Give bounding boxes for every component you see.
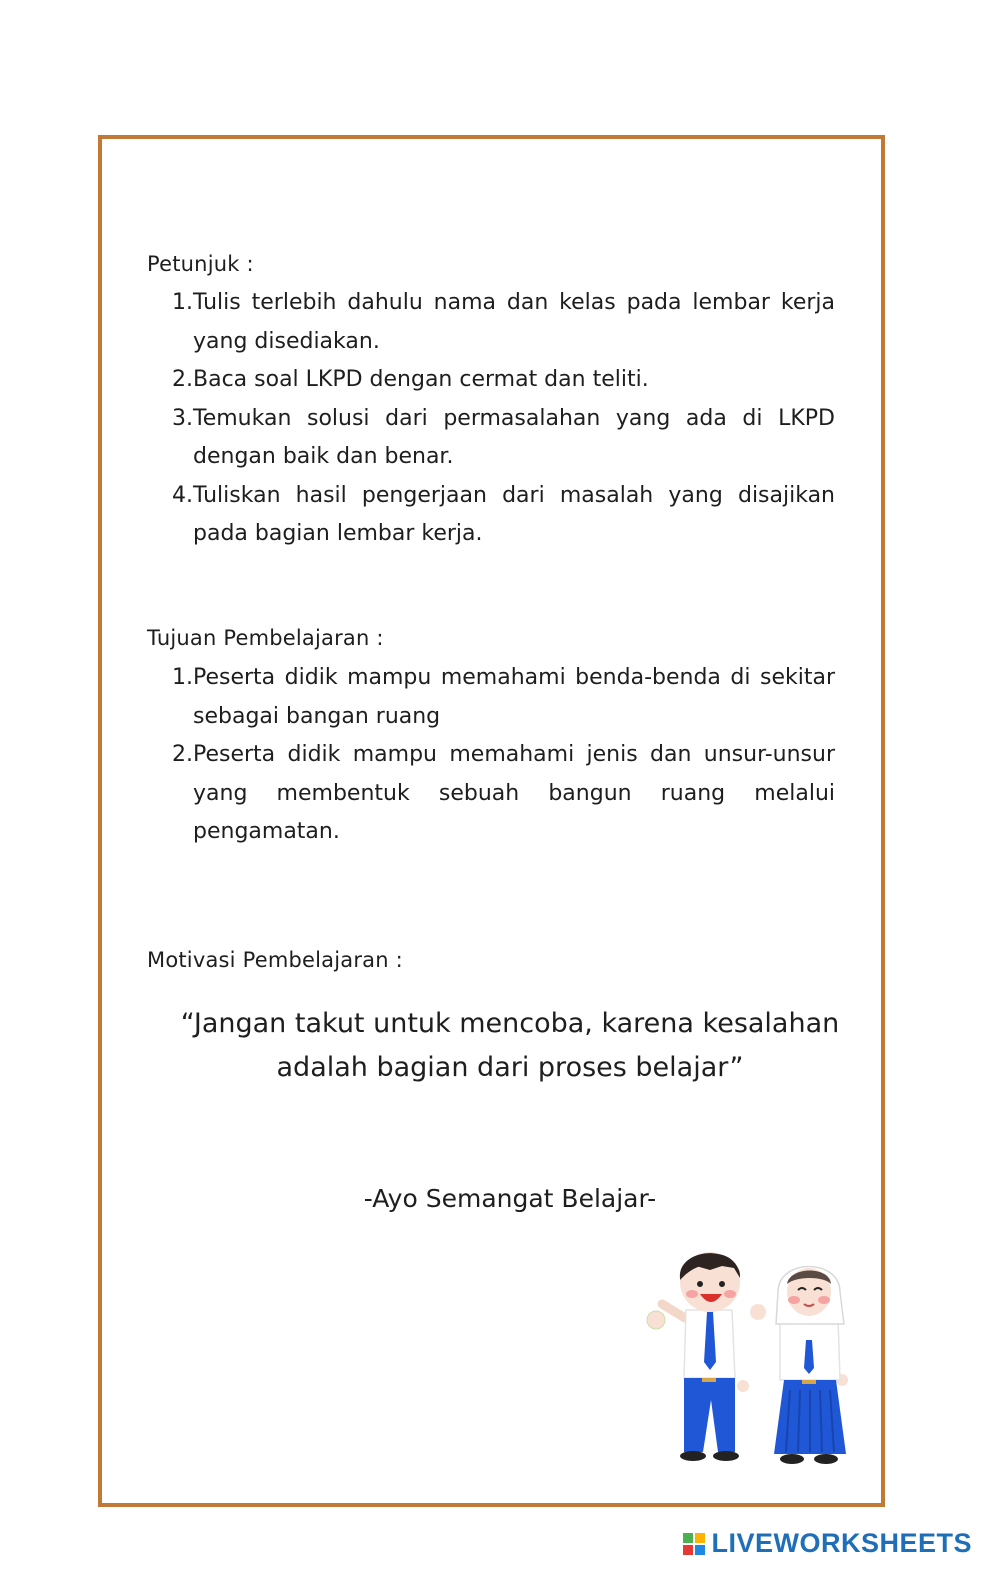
instruction-text: Baca soal LKPD dengan cermat dan teliti. — [193, 367, 649, 392]
objective-text-line: Peserta didik mampu memahami jenis dan unsur-unsur — [193, 742, 835, 767]
instruction-item-1 — [172, 284, 835, 361]
instruction-text: Tuliskan hasil pengerjaan dari masalah yang disajikan pada bagian lembar kerja. — [193, 482, 835, 546]
liveworksheets-logo-icon — [683, 1533, 705, 1555]
brand-text: LIVEWORKSHEETS — [711, 1528, 972, 1558]
list-number: 4. — [172, 482, 193, 508]
instruction-text: Temukan solusi dari permasalahan yang ada di LKPD dengan baik dan benar. — [193, 405, 835, 469]
list-number: 1. — [172, 665, 193, 690]
motivation-heading: Motivasi Pembelajaran : — [147, 948, 403, 972]
quote-line: adalah bagian dari proses belajar” — [276, 1052, 744, 1083]
instruction-text: Tulis terlebih dahulu nama dan kelas pada lembar kerja yang disediakan. — [193, 290, 835, 354]
list-number: 1. — [172, 290, 193, 315]
objective-item-2 — [172, 736, 835, 852]
students-icon — [640, 1240, 860, 1470]
objective-item-1 — [172, 659, 835, 736]
slogan: -Ayo Semangat Belajar- — [363, 1184, 657, 1213]
instructions-heading: Petunjuk : — [147, 252, 254, 276]
objective-text: Peserta didik mampu memahami benda-benda di sekitar sebagai bangan ruang — [193, 665, 835, 729]
boy-figure — [647, 1252, 749, 1461]
motivation-quote — [150, 1002, 870, 1090]
liveworksheets-brand — [683, 1528, 972, 1559]
instruction-item-2 — [172, 361, 835, 400]
list-number: 2. — [172, 742, 193, 767]
objectives-list — [172, 659, 835, 852]
objective-text-line: yang membentuk sebuah bangun ruang melalui — [193, 780, 835, 806]
instruction-item-3 — [172, 400, 835, 477]
instructions-list — [172, 284, 835, 554]
quote-line: “Jangan takut untuk mencoba, karena kesalahan — [180, 1008, 840, 1039]
objective-text-line: pengamatan. — [193, 819, 340, 844]
girl-figure — [750, 1267, 848, 1465]
list-number: 2. — [172, 367, 193, 392]
list-number: 3. — [172, 405, 193, 431]
instruction-item-4 — [172, 477, 835, 554]
objectives-heading: Tujuan Pembelajaran : — [147, 626, 384, 650]
